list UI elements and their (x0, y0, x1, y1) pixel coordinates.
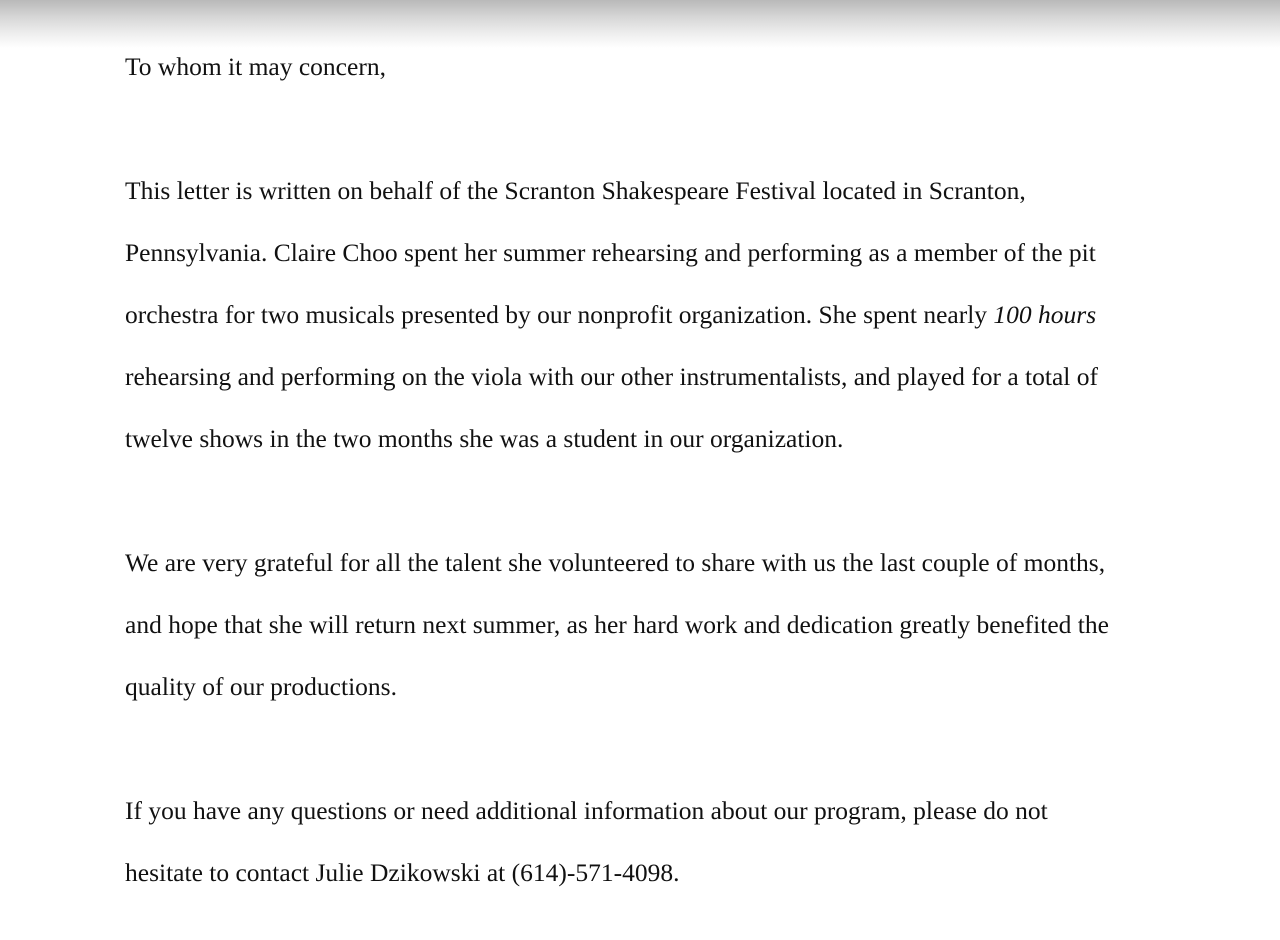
salutation (125, 36, 1185, 98)
paragraph-gratitude (125, 532, 1185, 718)
paragraph-line-with-emphasis (125, 284, 1185, 346)
paragraph-festival-summary (125, 160, 1185, 470)
paragraph-spacer (125, 98, 1185, 160)
paragraph-line-text: orchestra for two musicals presented by our nonprofit organization. She spent nearly (125, 300, 994, 329)
paragraph-spacer (125, 718, 1185, 780)
paragraph-line: rehearsing and performing on the viola with our other instrumentalists, and played for a total of (125, 362, 1098, 391)
paragraph-line: Pennsylvania. Claire Choo spent her summer rehearsing and performing as a member of the pit (125, 238, 1096, 267)
paragraph-line: and hope that she will return next summer, as her hard work and dedication greatly benefited the (125, 610, 1109, 639)
paragraph-line: twelve shows in the two months she was a student in our organization. (125, 424, 844, 453)
paragraph-line: This letter is written on behalf of the Scranton Shakespeare Festival located in Scranton, (125, 176, 1026, 205)
letter-page (125, 36, 1185, 904)
paragraph-contact (125, 780, 1185, 904)
hours-emphasis: 100 hours (993, 300, 1097, 329)
salutation-text: To whom it may concern, (125, 52, 386, 81)
paragraph-line: hesitate to contact Julie Dzikowski at (614)-571-4098. (125, 858, 680, 887)
paragraph-line: If you have any questions or need additional information about our program, please do not (125, 796, 1048, 825)
paragraph-spacer (125, 470, 1185, 532)
paragraph-line: We are very grateful for all the talent she volunteered to share with us the last couple of months, (125, 548, 1106, 577)
paragraph-line: quality of our productions. (125, 672, 397, 701)
